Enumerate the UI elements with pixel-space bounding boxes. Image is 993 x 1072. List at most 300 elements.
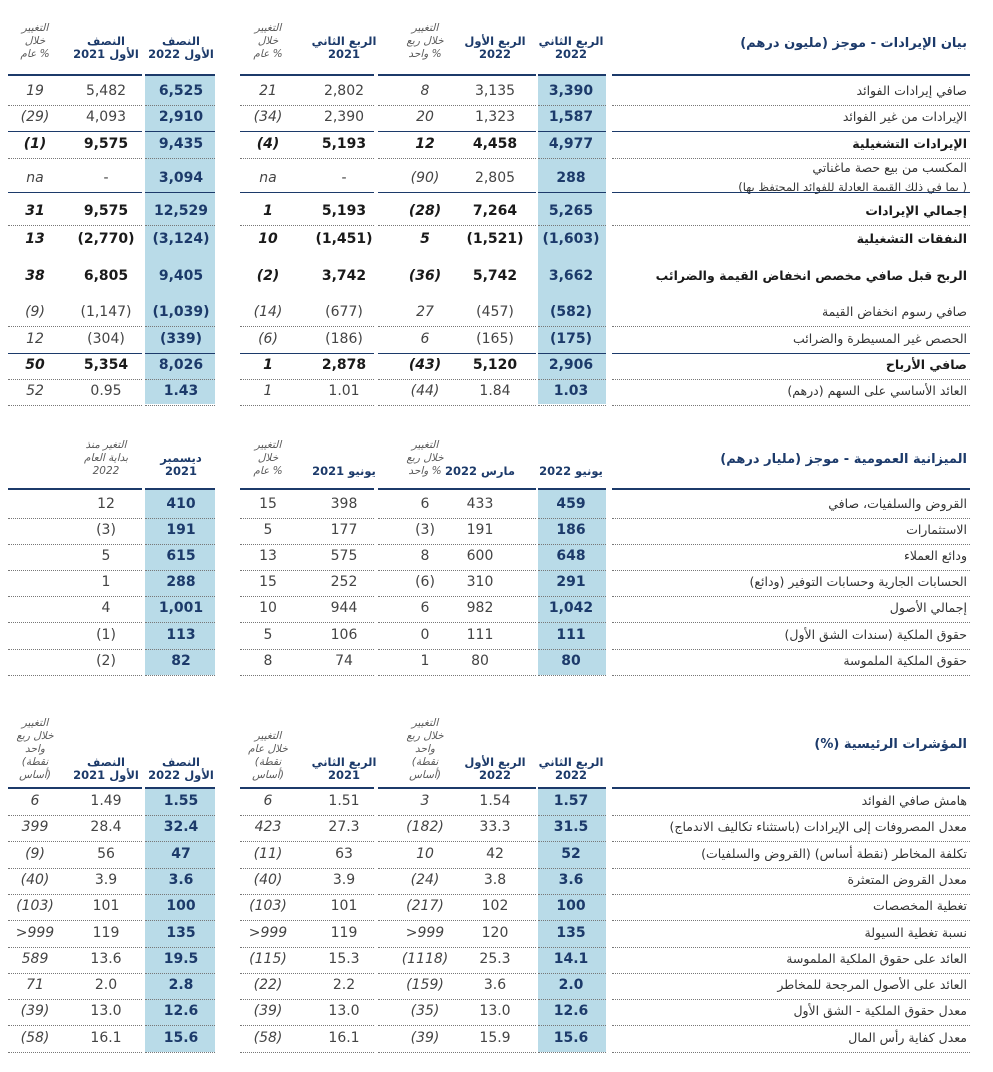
ratios-cell: (39) <box>410 1030 440 1046</box>
ratios-cell: 1.49 <box>90 793 122 809</box>
ratios-row-rule-label <box>612 894 970 895</box>
income-col-header-2 <box>385 22 465 61</box>
ratios-cell: (1118) <box>401 951 449 967</box>
income-cell: 5,193 <box>321 203 367 219</box>
balance-cell: 12 <box>97 496 115 512</box>
income-header-rule-g0 <box>538 74 606 76</box>
ratios-cell: 71 <box>26 977 44 993</box>
income-cell: 1,587 <box>548 109 594 125</box>
ratios-cell: (11) <box>253 846 283 862</box>
balance-header-rule-g4 <box>8 488 142 490</box>
income-row-rule-g1 <box>378 405 536 406</box>
income-row-rule-label <box>612 225 970 226</box>
income-row-rule-g1 <box>378 105 536 106</box>
ratios-row-rule-g4 <box>8 947 142 948</box>
ratios-row-rule-g1 <box>378 999 536 1000</box>
income-cell: (1,451) <box>315 231 373 247</box>
header-line: الربع الثاني <box>538 34 604 48</box>
income-cell: (14) <box>253 304 283 320</box>
balance-cell: (3) <box>96 522 116 538</box>
balance-cell: 10 <box>259 600 277 616</box>
balance-cell: (1) <box>96 627 116 643</box>
ratios-row-label: معدل القروض المتعثرة <box>847 872 967 887</box>
balance-row-label: الاستثمارات <box>906 522 967 537</box>
income-cell: (3,124) <box>152 231 210 247</box>
ratios-row-rule-label <box>612 947 970 948</box>
header-line: أساس) <box>409 769 441 781</box>
ratios-cell: 3.8 <box>483 872 507 888</box>
ratios-cell: (40) <box>20 872 50 888</box>
ratios-row-rule-g0 <box>538 841 606 842</box>
ratios-row-rule-g0 <box>538 1052 606 1053</box>
balance-col-header-6 <box>66 439 146 478</box>
ratios-cell: 15.6 <box>163 1030 199 1046</box>
ratios-row-rule-g2 <box>240 973 374 974</box>
ratios-cell: 28.4 <box>90 819 122 835</box>
ratios-row-rule-g1 <box>378 815 536 816</box>
income-row-rule-g2 <box>240 105 374 106</box>
balance-cell: 398 <box>330 496 358 512</box>
balance-row-rule-label <box>612 596 970 597</box>
income-row-rule-g4 <box>8 379 142 380</box>
balance-row-rule-label <box>612 570 970 571</box>
income-row-rule-g0 <box>538 105 606 106</box>
ratios-cell: 135 <box>556 925 586 941</box>
balance-row-rule-g3 <box>145 649 215 650</box>
income-row-rule-g0 <box>538 379 606 380</box>
income-cell: (36) <box>408 268 442 284</box>
income-row-rule-g2 <box>240 326 374 327</box>
income-row-rule-g2 <box>240 131 374 132</box>
ratios-row-rule-g1 <box>378 920 536 921</box>
header-line: التغيير <box>411 22 439 34</box>
income-cell: 20 <box>416 109 434 125</box>
balance-cell: (2) <box>96 653 116 669</box>
balance-cell: 1,042 <box>548 600 594 616</box>
ratios-cell: 63 <box>335 846 353 862</box>
income-cell: 9,575 <box>83 203 129 219</box>
balance-cell: 80 <box>471 653 489 669</box>
income-cell: 1,323 <box>474 109 516 125</box>
ratios-cell: 3.9 <box>332 872 356 888</box>
balance-row-rule-g2 <box>240 544 374 545</box>
ratios-header-rule-g2 <box>240 787 374 789</box>
income-cell: 12,529 <box>153 203 209 219</box>
header-line: 2022 <box>478 768 511 782</box>
balance-row-rule-g3 <box>145 622 215 623</box>
income-cell: 31 <box>25 203 45 219</box>
income-col-header-6 <box>66 35 146 61</box>
balance-row-rule-g3 <box>145 675 215 676</box>
income-cell: 5,482 <box>85 83 127 99</box>
income-cell: 1 <box>263 203 273 219</box>
ratios-row-label: تغطية المخصصات <box>872 898 967 913</box>
income-row-rule-g3 <box>145 105 215 106</box>
income-cell: 2,802 <box>323 83 365 99</box>
ratios-row-rule-label <box>612 1025 970 1026</box>
header-line: التغيير <box>21 22 49 34</box>
header-line: 2022 <box>554 768 587 782</box>
income-cell: 5 <box>420 231 430 247</box>
ratios-row-rule-g4 <box>8 973 142 974</box>
balance-cell: 106 <box>330 627 358 643</box>
ratios-row-rule-g1 <box>378 973 536 974</box>
income-cell: 0.95 <box>90 383 122 399</box>
header-line: (نقطة <box>411 756 439 768</box>
income-cell: 9,405 <box>158 268 204 284</box>
income-row-rule-g1 <box>378 326 536 327</box>
ratios-row-rule-g2 <box>240 1025 374 1026</box>
income-row-rule-label <box>612 379 970 380</box>
income-row-rule-label <box>612 405 970 406</box>
income-cell: (2,770) <box>77 231 135 247</box>
income-row-rule-g4 <box>8 326 142 327</box>
balance-cell: 8 <box>420 548 430 564</box>
balance-cell: 944 <box>330 600 358 616</box>
ratios-col-header-7 <box>0 717 75 782</box>
balance-row-label: ودائع العملاء <box>903 548 967 563</box>
income-row-rule-g2 <box>240 379 374 380</box>
header-line: التغيير <box>411 439 439 451</box>
income-cell: 10 <box>258 231 278 247</box>
income-row-label: النفقات التشغيلية <box>856 231 967 246</box>
income-row-rule-g1 <box>378 192 536 193</box>
ratios-col-header-1 <box>455 756 535 782</box>
balance-row-rule-g1 <box>378 596 536 597</box>
income-cell: - <box>341 170 347 186</box>
ratios-row-rule-g3 <box>145 815 215 816</box>
header-line: الأول 2021 <box>73 47 139 61</box>
ratios-cell: >999 <box>405 925 445 941</box>
income-row-rule-g1 <box>378 158 536 159</box>
income-row-label: الإيرادات التشغيلية <box>852 136 967 151</box>
income-row-label: صافي الأرباح <box>885 357 967 372</box>
ratios-col-header-4 <box>228 730 308 782</box>
ratios-cell: 25.3 <box>479 951 511 967</box>
ratios-row-label: نسبة تغطية السيولة <box>864 925 967 940</box>
income-cell: 1 <box>263 357 273 373</box>
header-line: النصف <box>87 755 125 769</box>
ratios-cell: 101 <box>330 898 358 914</box>
ratios-cell: 2.0 <box>558 977 584 993</box>
income-row-rule-g3 <box>145 158 215 159</box>
income-cell: 3,094 <box>158 170 204 186</box>
income-cell: 5,742 <box>472 268 518 284</box>
header-line: التغيير <box>254 730 282 742</box>
ratios-cell: 1.57 <box>553 793 589 809</box>
income-cell: 6 <box>420 331 430 347</box>
balance-row-rule-g4 <box>8 622 142 623</box>
income-cell: (1,039) <box>152 304 210 320</box>
ratios-row-rule-g4 <box>8 1025 142 1026</box>
income-row-label: المكسب من بيع حصة ماغناتي <box>812 160 967 175</box>
balance-col-header-3 <box>304 465 384 478</box>
ratios-cell: 31.5 <box>553 819 589 835</box>
balance-header-rule-label <box>612 488 970 490</box>
ratios-row-rule-g4 <box>8 999 142 1000</box>
ratios-cell: 100 <box>556 898 586 914</box>
balance-cell: 252 <box>330 574 358 590</box>
balance-title: الميزانية العمومية - موجز (مليار درهم) <box>720 452 967 467</box>
header-line: 2022 <box>554 47 587 61</box>
income-cell: 8,026 <box>158 357 204 373</box>
income-row-rule-g2 <box>240 353 374 354</box>
ratios-cell: 102 <box>481 898 509 914</box>
income-cell: 12 <box>415 136 435 152</box>
header-line: يونيو 2022 <box>539 464 603 478</box>
header-line: التغير منذ <box>85 439 127 451</box>
income-cell: (1,521) <box>466 231 524 247</box>
ratios-row-rule-g2 <box>240 894 374 895</box>
ratios-row-label: تكلفة المخاطر (نقطة أساس) (القروض والسلفيات) <box>701 846 967 861</box>
ratios-cell: (115) <box>249 951 287 967</box>
ratios-row-rule-g2 <box>240 999 374 1000</box>
income-cell: 5,120 <box>472 357 518 373</box>
ratios-cell: 13.0 <box>90 1003 122 1019</box>
header-line: خلال <box>257 452 279 464</box>
header-line: الربع الثاني <box>538 755 604 769</box>
income-cell: na <box>26 170 44 186</box>
balance-cell: 191 <box>166 522 196 538</box>
income-header-rule-g2 <box>240 74 374 76</box>
balance-row-rule-g2 <box>240 649 374 650</box>
header-line: التغيير <box>411 717 439 729</box>
ratios-row-rule-g0 <box>538 894 606 895</box>
income-row-rule-g3 <box>145 326 215 327</box>
income-row-rule-label <box>612 326 970 327</box>
income-cell: 5,354 <box>83 357 129 373</box>
ratios-col-header-2 <box>385 717 465 782</box>
balance-row-rule-g4 <box>8 649 142 650</box>
income-row-label: الربح قبل صافي مخصص انخفاض القيمة والضرائب <box>655 268 967 283</box>
balance-row-rule-g2 <box>240 675 374 676</box>
income-cell: (165) <box>476 331 514 347</box>
ratios-cell: 3.6 <box>558 872 584 888</box>
balance-cell: 186 <box>556 522 586 538</box>
header-line: خلال ربع <box>406 730 444 742</box>
ratios-row-rule-g0 <box>538 868 606 869</box>
balance-row-label: إجمالي الأصول <box>889 600 967 615</box>
balance-cell: 177 <box>330 522 358 538</box>
income-cell: 3,135 <box>474 83 516 99</box>
balance-row-rule-g0 <box>538 675 606 676</box>
header-line: واحد <box>415 743 435 755</box>
income-cell: 2,906 <box>548 357 594 373</box>
balance-cell: 111 <box>466 627 494 643</box>
income-row-rule-g3 <box>145 405 215 406</box>
ratios-cell: 101 <box>92 898 120 914</box>
income-col-header-3 <box>304 35 384 61</box>
income-row-label: إجمالي الإيرادات <box>865 203 967 218</box>
ratios-row-label: العائد على الأصول المرجحة للمخاطر <box>777 977 967 992</box>
income-row-rule-g3 <box>145 353 215 354</box>
income-col-header-5 <box>141 35 221 61</box>
income-row-rule-g3 <box>145 225 215 226</box>
header-line: 2021 <box>327 768 360 782</box>
income-cell: 12 <box>26 331 44 347</box>
income-cell: (1,603) <box>542 231 600 247</box>
ratios-cell: 2.0 <box>94 977 118 993</box>
ratios-row-label: معدل حقوق الملكية - الشق الأول <box>793 1003 967 1018</box>
ratios-row-rule-g4 <box>8 868 142 869</box>
header-line: خلال <box>24 35 46 47</box>
income-cell: 2,805 <box>474 170 516 186</box>
ratios-col-header-3 <box>304 756 384 782</box>
header-line: واحد % <box>408 465 442 477</box>
ratios-row-rule-g0 <box>538 1025 606 1026</box>
income-cell: 50 <box>25 357 45 373</box>
balance-cell: 6 <box>420 600 430 616</box>
balance-row-rule-g1 <box>378 649 536 650</box>
ratios-cell: 42 <box>486 846 504 862</box>
ratios-row-rule-g1 <box>378 947 536 948</box>
header-line: خلال ربع <box>406 35 444 47</box>
ratios-row-rule-label <box>612 841 970 842</box>
ratios-row-rule-g2 <box>240 1052 374 1053</box>
ratios-cell: 32.4 <box>163 819 199 835</box>
ratios-cell: 15.6 <box>553 1030 589 1046</box>
balance-cell: 15 <box>259 496 277 512</box>
income-header-rule-g1 <box>378 74 536 76</box>
ratios-cell: 135 <box>166 925 196 941</box>
income-header-rule-label <box>612 74 970 76</box>
balance-cell: 5 <box>101 548 111 564</box>
income-row-rule-g4 <box>8 192 142 193</box>
ratios-row-rule-g4 <box>8 920 142 921</box>
ratios-row-rule-g0 <box>538 920 606 921</box>
balance-row-rule-g4 <box>8 596 142 597</box>
income-cell: 6,525 <box>158 83 204 99</box>
balance-cell: 8 <box>263 653 273 669</box>
ratios-cell: 14.1 <box>553 951 589 967</box>
ratios-row-rule-label <box>612 868 970 869</box>
ratios-cell: 15.3 <box>328 951 360 967</box>
balance-row-rule-g4 <box>8 570 142 571</box>
ratios-row-rule-g2 <box>240 920 374 921</box>
ratios-row-rule-g3 <box>145 868 215 869</box>
ratios-cell: 33.3 <box>479 819 511 835</box>
ratios-title: المؤشرات الرئيسية (%) <box>814 737 967 752</box>
income-title: بيان الإيرادات - موجز (مليون درهم) <box>740 36 967 51</box>
income-row-rule-g1 <box>378 131 536 132</box>
header-line: واحد <box>25 743 45 755</box>
balance-cell: 459 <box>556 496 586 512</box>
header-line: خلال عام <box>248 743 288 755</box>
balance-cell: 15 <box>259 574 277 590</box>
header-line: النصف <box>87 34 125 48</box>
ratios-cell: 2.8 <box>168 977 194 993</box>
ratios-row-rule-label <box>612 920 970 921</box>
income-cell: 1 <box>263 383 273 399</box>
header-line: خلال <box>257 35 279 47</box>
income-row-rule-g4 <box>8 131 142 132</box>
income-row-label: ( بما في ذلك القيمة العادلة للفوائد المحتفظ بها) <box>738 180 967 194</box>
balance-cell: 13 <box>259 548 277 564</box>
ratios-cell: 589 <box>21 951 49 967</box>
ratios-row-rule-g1 <box>378 1052 536 1053</box>
ratios-row-rule-g3 <box>145 1052 215 1053</box>
income-header-rule-g4 <box>8 74 142 76</box>
ratios-cell: 12.6 <box>163 1003 199 1019</box>
ratios-cell: 399 <box>21 819 49 835</box>
ratios-cell: 423 <box>254 819 282 835</box>
balance-cell: (6) <box>415 574 435 590</box>
income-cell: - <box>103 170 109 186</box>
ratios-cell: (24) <box>410 872 440 888</box>
income-row-rule-label <box>612 192 970 193</box>
income-row-rule-g0 <box>538 131 606 132</box>
income-row-rule-label <box>612 105 970 106</box>
header-line: (نقطة <box>21 756 49 768</box>
balance-cell: 74 <box>335 653 353 669</box>
balance-row-rule-g0 <box>538 649 606 650</box>
income-cell: 4,093 <box>85 109 127 125</box>
income-cell: (28) <box>408 203 442 219</box>
income-cell: 1.01 <box>328 383 360 399</box>
income-cell: 9,575 <box>83 136 129 152</box>
ratios-cell: (40) <box>253 872 283 888</box>
ratios-cell: 3.6 <box>483 977 507 993</box>
ratios-header-rule-label <box>612 787 970 789</box>
balance-cell: 80 <box>561 653 581 669</box>
income-cell: 1.84 <box>479 383 511 399</box>
balance-header-rule-g2 <box>240 488 374 490</box>
income-cell: 38 <box>25 268 45 284</box>
income-row-label: الإيرادات من غير الفوائد <box>842 109 967 124</box>
income-row-rule-g1 <box>378 225 536 226</box>
header-line: الربع الثاني <box>311 34 377 48</box>
balance-cell: 113 <box>166 627 196 643</box>
income-cell: 27 <box>416 304 434 320</box>
balance-row-label: القروض والسلفيات، صافي <box>828 496 967 511</box>
balance-row-rule-g4 <box>8 518 142 519</box>
balance-row-rule-g4 <box>8 544 142 545</box>
balance-cell: 1 <box>101 574 111 590</box>
ratios-row-rule-g4 <box>8 815 142 816</box>
balance-header-rule-g3 <box>145 488 215 490</box>
header-line: التغيير <box>254 439 282 451</box>
income-cell: 4,977 <box>548 136 594 152</box>
ratios-row-rule-g4 <box>8 1052 142 1053</box>
header-line: 2022 <box>92 465 120 477</box>
ratios-cell: 3.9 <box>94 872 118 888</box>
ratios-cell: (39) <box>253 1003 283 1019</box>
income-cell: 2,390 <box>323 109 365 125</box>
ratios-cell: 16.1 <box>90 1030 122 1046</box>
ratios-cell: >999 <box>248 925 288 941</box>
ratios-cell: 3 <box>420 793 430 809</box>
income-cell: 21 <box>259 83 277 99</box>
header-line: الربع الأول <box>464 755 526 769</box>
ratios-header-rule-g3 <box>145 787 215 789</box>
ratios-header-rule-g4 <box>8 787 142 789</box>
balance-row-rule-g0 <box>538 622 606 623</box>
balance-cell: 111 <box>556 627 586 643</box>
ratios-row-rule-g3 <box>145 999 215 1000</box>
income-row-rule-label <box>612 158 970 159</box>
income-cell: (304) <box>87 331 125 347</box>
income-cell: 5,193 <box>321 136 367 152</box>
income-cell: (9) <box>25 304 45 320</box>
header-line: الربع الأول <box>464 34 526 48</box>
ratios-cell: (217) <box>406 898 444 914</box>
income-cell: 13 <box>25 231 45 247</box>
balance-cell: 1 <box>420 653 430 669</box>
balance-row-rule-g1 <box>378 675 536 676</box>
balance-row-rule-g2 <box>240 518 374 519</box>
income-cell: 8 <box>420 83 430 99</box>
balance-row-rule-g1 <box>378 518 536 519</box>
